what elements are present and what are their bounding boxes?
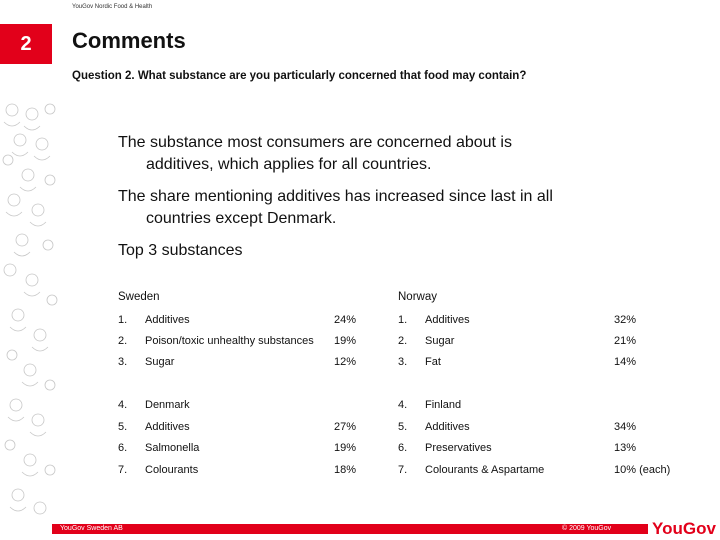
bullet-1-line1: The substance most consumers are concerned about is: [118, 134, 512, 151]
footer-bar: [52, 524, 720, 534]
table-cell-lval: 12%: [334, 356, 357, 368]
bullet-2-line1: The share mentioning additives has increased since last in all: [118, 188, 553, 205]
question-text: Question 2. What substance are you particularly concerned that food may contain?: [72, 70, 527, 82]
table-cell-lname: Sugar: [145, 356, 175, 368]
table-cell-rname: Additives: [425, 421, 470, 433]
bullet-3: [118, 240, 243, 262]
page-title: Comments: [72, 28, 186, 53]
table-cell-rval: 21%: [614, 335, 637, 347]
table-cell-lval: 19%: [334, 442, 357, 454]
table-cell-lval: 27%: [334, 421, 357, 433]
table-cell-rval: 32%: [614, 314, 637, 326]
table-cell-lname: Additives: [145, 314, 190, 326]
table-cell-lval: 19%: [334, 335, 357, 347]
header-subtitle: YouGov Nordic Food & Health: [72, 4, 153, 10]
table-cell-ln: 2.: [118, 335, 128, 347]
footer-copyright: © 2009 YouGov: [562, 525, 612, 532]
logo-text: YouGov: [652, 519, 716, 538]
table-cell-ln: 3.: [118, 356, 128, 368]
bullet-3-line1: Top 3 substances: [118, 242, 243, 259]
table-cell-rn: 2.: [398, 335, 408, 347]
table-cell-rname: Sugar: [425, 335, 455, 347]
table-cell-rval: 13%: [614, 442, 637, 454]
table-cell-rn: 5.: [398, 421, 408, 433]
table-cell-rn: 6.: [398, 442, 408, 454]
table-cell-rname: Finland: [425, 399, 462, 411]
table-cell-rval: 10% (each): [614, 464, 671, 476]
crowd-illustration-icon: [0, 100, 60, 525]
table-cell-rname: Colourants & Aspartame: [425, 464, 545, 476]
table-cell-rn: 4.: [398, 399, 408, 411]
table-cell-ln: 7.: [118, 464, 128, 476]
table-cell-lname: Salmonella: [145, 442, 200, 454]
table-cell-ln: 4.: [118, 399, 128, 411]
bullet-2: [118, 186, 553, 230]
table-cell-rname: Additives: [425, 314, 470, 326]
table-cell-rn: 1.: [398, 314, 408, 326]
table-cell-lname: Colourants: [145, 464, 199, 476]
table-cell-ln: 6.: [118, 442, 128, 454]
table-cell-lname: Additives: [145, 421, 190, 433]
table-cell-rval: 14%: [614, 356, 637, 368]
footer-company: YouGov Sweden AB: [60, 525, 123, 532]
table-cell-ln: 1.: [118, 314, 128, 326]
table-cell-ln: 5.: [118, 421, 128, 433]
table-cell-lval: 24%: [334, 314, 357, 326]
bullet-1: [118, 132, 512, 176]
yougov-logo: [648, 518, 720, 540]
table-cell-rn: 3.: [398, 356, 408, 368]
table-cell-rname: Preservatives: [425, 442, 492, 454]
sweden-header: Sweden: [118, 291, 160, 303]
table-cell-rn: 7.: [398, 464, 408, 476]
table-cell-rval: 34%: [614, 421, 637, 433]
bullet-1-line2: additives, which applies for all countries.: [146, 156, 432, 173]
table-cell-lname: Poison/toxic unhealthy substances: [145, 335, 314, 347]
table-cell-lname: Denmark: [145, 399, 190, 411]
norway-header: Norway: [398, 291, 437, 303]
table-cell-rname: Fat: [425, 356, 441, 368]
table-cell-lval: 18%: [334, 464, 357, 476]
section-number-badge: 2: [0, 24, 52, 64]
bullet-2-line2: countries except Denmark.: [146, 210, 337, 227]
